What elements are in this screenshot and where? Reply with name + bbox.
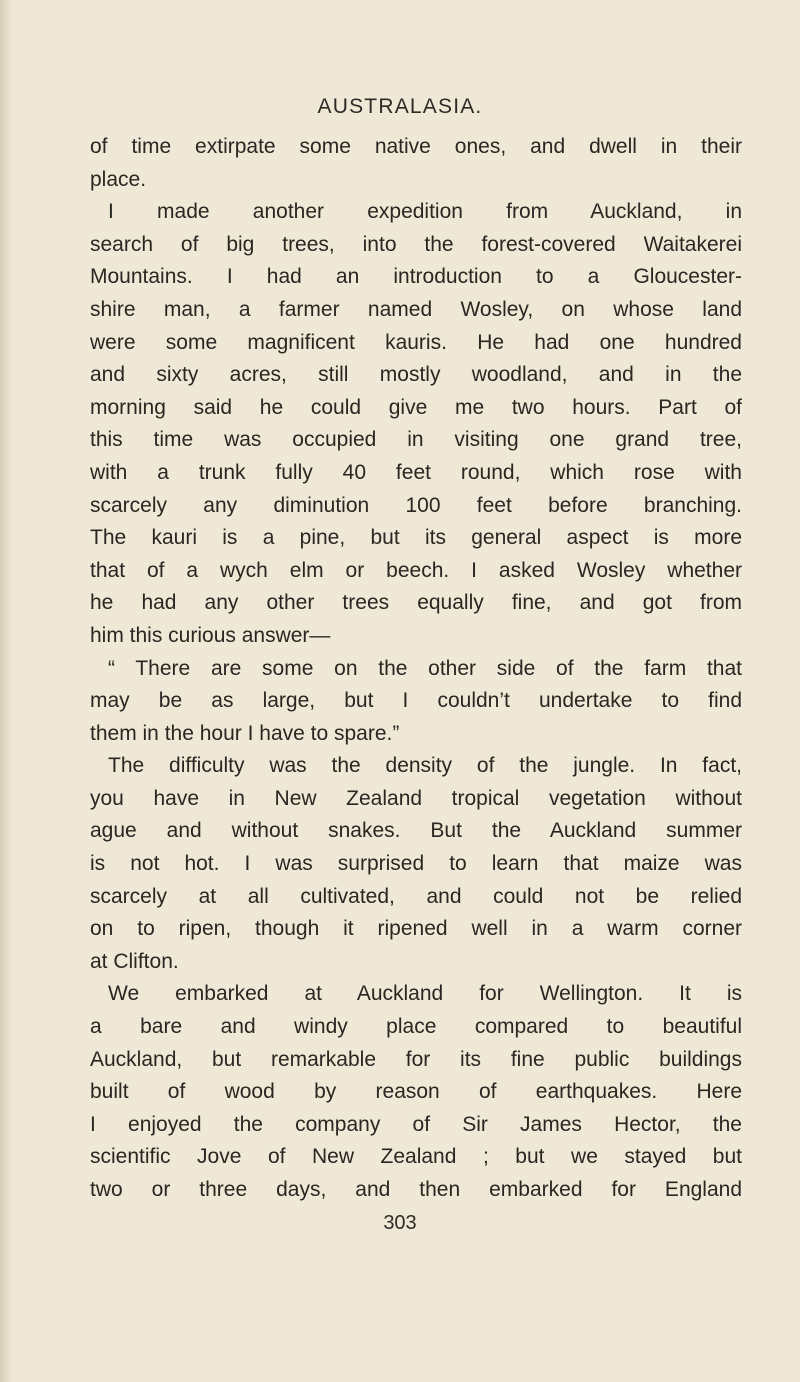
text-line: I enjoyed the company of Sir James Hector, the	[90, 1112, 742, 1136]
text-line: The kauri is a pine, but its general aspect is more	[90, 526, 742, 550]
page-number: 303	[383, 1212, 417, 1234]
text-line: this time was occupied in visiting one grand tree,	[90, 428, 742, 452]
text-line: and sixty acres, still mostly woodland, and in the	[90, 363, 742, 387]
text-line: is not hot. I was surprised to learn that maize was	[90, 852, 742, 876]
text-line: may be as large, but I couldn’t undertake to find	[90, 689, 742, 713]
text-line: you have in New Zealand tropical vegetation without	[90, 786, 742, 810]
body-text	[90, 131, 742, 1207]
text-line: The difficulty was the density of the jungle. In fact,	[108, 754, 742, 778]
text-line: two or three days, and then embarked for England	[90, 1178, 742, 1201]
text-line: of time extirpate some native ones, and dwell in their	[90, 135, 742, 158]
text-line: a bare and windy place compared to beautiful	[90, 1015, 742, 1039]
text-line: Mountains. I had an introduction to a Gloucester-	[90, 265, 742, 289]
text-line: I made another expedition from Auckland, in	[108, 200, 742, 224]
text-line: them in the hour I have to spare.”	[90, 721, 400, 745]
text-line: We embarked at Auckland for Wellington. It is	[108, 982, 742, 1006]
text-line: scarcely at all cultivated, and could not be relied	[90, 884, 742, 908]
text-line: that of a wych elm or beech. I asked Wosley whether	[90, 558, 742, 582]
text-line: ague and without snakes. But the Auckland summer	[90, 819, 742, 843]
running-head: AUSTRALASIA.	[317, 95, 483, 118]
text-line: on to ripen, though it ripened well in a warm corner	[90, 917, 742, 941]
text-line: him this curious answer—	[90, 623, 331, 647]
text-line: at Clifton.	[90, 949, 179, 973]
text-line: shire man, a farmer named Wosley, on whose land	[90, 297, 742, 321]
text-line: Auckland, but remarkable for its fine public buildings	[90, 1047, 742, 1071]
text-line: place.	[90, 167, 147, 191]
text-line: morning said he could give me two hours. Part of	[90, 395, 742, 419]
text-line: scarcely any diminution 100 feet before branching.	[90, 493, 742, 517]
text-line: scientific Jove of New Zealand ; but we stayed but	[90, 1145, 742, 1169]
text-line: he had any other trees equally fine, and got from	[90, 591, 742, 615]
text-line: search of big trees, into the forest-covered Waitakerei	[90, 232, 742, 256]
text-line: were some magnificent kauris. He had one hundred	[90, 330, 742, 354]
text-line: built of wood by reason of earthquakes. Here	[90, 1080, 742, 1104]
text-line: with a trunk fully 40 feet round, which rose with	[90, 460, 742, 484]
text-line: “ There are some on the other side of the farm that	[108, 656, 742, 680]
